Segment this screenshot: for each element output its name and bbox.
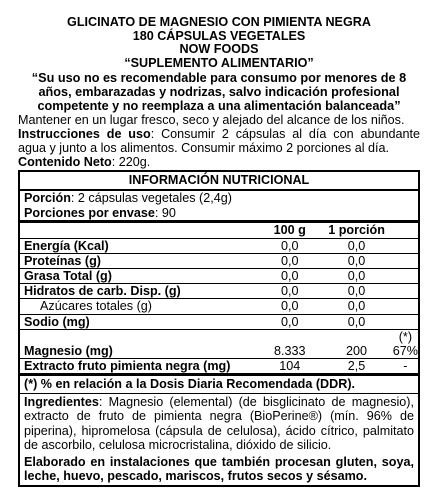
storage-text: Mantener en un lugar fresco, seco y alejado del alcance de los niños. [18,113,405,128]
nutrient-name: Sodio (mg) [20,314,259,329]
nutrient-dd [393,268,418,283]
portion-value: : 2 cápsulas vegetales (2,4g) [70,191,232,206]
table-row [20,344,418,359]
table-row [20,268,418,283]
nutrient-portion: 2,5 [347,359,366,374]
net-content-label: Contenido Neto [18,155,112,170]
product-name: GLICINATO DE MAGNESIO CON PIMIENTA NEGRA [67,15,371,29]
instructions-label: Instrucciones de uso [18,127,151,142]
nutrition-panel [18,170,420,487]
nutrition-table [20,223,418,376]
nutrient-100g: 0,0 [259,253,320,268]
nutrient-name: Extracto fruto pimienta negra (mg) [24,359,231,374]
portion-label: Porción [24,191,71,206]
servings-value: : 90 [154,205,176,220]
nutrient-name: Hidratos de carb. Disp. (g) [20,284,259,299]
nutrient-dd [393,238,418,253]
warning-text: “Su uso no es recomendable para consumo por menores de 8 años, embarazadas y nodrizas, salvo indicación profesional competente y no reemplaza a una alimentación balanceada” [31,71,407,114]
nutrient-100g: 8.333 [259,344,320,359]
servings-label: Porciones por envase [24,205,155,220]
header-blank [20,223,259,238]
nutrient-name: Energía (Kcal) [20,238,259,253]
ingredients-label: Ingredientes [24,394,99,409]
product-format: 180 CÁPSULAS VEGETALES [132,28,306,43]
nutrient-dd: 67% [392,344,418,358]
instructions-body: : Consumir 2 cápsulas al día con abundante agua y junto a los alimentos. Consumir máximo 2 porciones al día. [18,127,420,156]
nutrient-dd [393,253,418,268]
nutrient-portion: 0,0 [320,253,392,268]
servings-row [20,206,418,224]
nutrient-100g: 0,0 [259,314,320,329]
ingredients-text: : Magnesio (elemental) (de bisglicinato de magnesio), extracto de fruto de pimienta negra (BioPerine®) (mín. 96% de piperina), hipromelosa (cápsula de celulosa), ácido cítrico, palmitato de ascorbilo, celulosa microcristalina, dióxido de silicio. [24,394,414,453]
nutrient-100g: 0,0 [259,284,320,299]
ingredients [20,394,418,454]
ddr-note: (*) % en relación a la Dosis Diaria Recomendada (DDR). [20,376,418,394]
nutrient-dd: - [403,359,408,374]
product-category: “SUPLEMENTO ALIMENTARIO” [124,55,314,70]
table-row [20,314,418,329]
nutrient-dd [393,299,418,314]
header-portion: 1 porción [320,223,392,238]
portion-row [20,191,418,206]
nutrient-dd [393,314,418,329]
nutrient-name: Azúcares totales (g) [20,299,259,314]
nutrient-100g: 104 [279,359,301,374]
net-content [18,155,420,169]
nutrient-100g: 0,0 [259,238,320,253]
instructions-text [18,127,420,155]
table-row [20,253,418,268]
table-row [20,284,418,299]
dd-header-row [20,329,418,344]
nutrient-portion: 200 [320,344,392,359]
nutrient-name: Magnesio (mg) [20,344,259,359]
nutrient-name: Grasa Total (g) [20,268,259,283]
nutrient-portion: 0,0 [320,268,392,283]
nutrient-100g: 0,0 [259,299,320,314]
brand-name: NOW FOODS [179,42,259,57]
nutrient-dd [393,284,418,299]
table-row [20,359,418,375]
dd-header: (*) [398,329,413,344]
nutrient-portion: 0,0 [320,284,392,299]
table-header-row [20,223,418,238]
nutrient-portion: 0,0 [320,299,392,314]
product-label [18,16,420,487]
header-dd [393,223,418,238]
nutrient-portion: 0,0 [320,238,392,253]
table-row [20,299,418,314]
allergen-statement: Elaborado en instalaciones que también procesan gluten, soya, leche, huevo, pescado, mariscos, frutos secos y sésamo. [24,454,414,484]
net-content-value: : 220g. [111,155,151,170]
nutrient-100g: 0,0 [259,268,320,283]
nutrient-portion: 0,0 [320,314,392,329]
header-100g: 100 g [259,223,320,238]
nutrition-panel-title: INFORMACIÓN NUTRICIONAL [20,172,418,191]
table-row [20,238,418,253]
nutrient-name: Proteínas (g) [20,253,259,268]
